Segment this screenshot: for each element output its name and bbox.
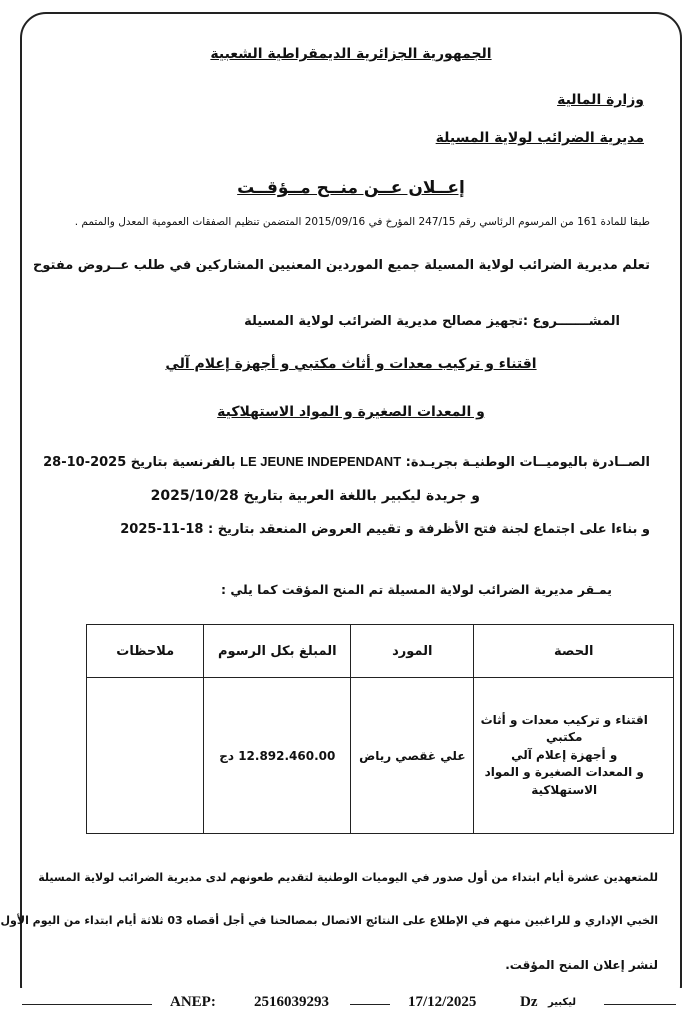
ministry-header: وزارة المالية <box>557 92 644 108</box>
publication-suffix: بالفرنسية بتاريخ 2025-10-28 <box>43 455 236 470</box>
table-header-row <box>87 625 674 678</box>
header-notes: ملاحظات <box>87 625 204 678</box>
republic-header: الجمهورية الجزائرية الديمقراطية الشعبية <box>210 46 492 62</box>
publication-prefix: الصــادرة باليوميــات الوطنيـة بجريـدة: <box>405 455 650 470</box>
announcement-title: إعــلان عــن منــح مــؤقــت <box>237 178 465 198</box>
publication-line-3: و بناءا على اجتماع لجنة فتح الأظرفة و تقييم العروض المنعقد بتاريخ : 18-11-2025 <box>120 522 650 537</box>
footer-divider <box>22 1004 152 1005</box>
inform-text: تعلم مديرية الضرائب لولاية المسيلة جميع الموردين المعنيين المشاركين في طلب عــروض مفتوح <box>33 258 650 273</box>
footer-divider <box>350 1004 390 1005</box>
cell-lot <box>474 678 674 834</box>
publication-line-1 <box>43 454 650 470</box>
cell-supplier: علي غقصي رياض <box>351 678 474 834</box>
legal-basis-text: طبقا للمادة 161 من المرسوم الرئاسي رقم 247/15 المؤرخ في 2015/09/16 المتضمن تنظيم الصفقات العمومية المعدل والمتمم . <box>74 216 650 228</box>
table-row <box>87 678 674 834</box>
award-intro: يمـقر مديرية الضرائب لولاية المسيلة تم المنح المؤقت كما يلي : <box>221 582 612 597</box>
object-line-2: و المعدات الصغيرة و المواد الاستهلاكية <box>217 404 485 420</box>
cell-notes <box>87 678 204 834</box>
cell-amount: 12.892.460.00 دج <box>204 678 351 834</box>
closing-line-2: الخبي الإداري و للراغبين منهم في الإطلاع على النتائج الاتصال بمصالحنا في أجل أقصاه 03 ثلاثة أيام ابتداء من اليوم الأول <box>0 914 658 927</box>
award-table <box>86 624 674 834</box>
lot-line: و أجهزة إعلام آلي <box>511 747 618 762</box>
closing-line-1: للمتعهدين عشرة أيام ابتداء من أول صدور في اليوميات الوطنية لتقديم طعونهم لدى مديرية الضرائب لولاية المسيلة <box>38 871 658 884</box>
header-amount: المبلغ بكل الرسوم <box>204 625 351 678</box>
announcement-page <box>0 12 682 1012</box>
lot-line: الاستهلاكية <box>531 782 598 797</box>
closing-line-3: لنشر إعلان المنح المؤقت. <box>505 958 658 972</box>
header-lot: الحصة <box>474 625 674 678</box>
footer-bar <box>0 988 696 1022</box>
header-supplier: المورد <box>351 625 474 678</box>
newspaper-name: LE JEUNE INDEPENDANT <box>240 454 402 469</box>
footer-dz: Dz <box>520 994 538 1010</box>
project-text: المشـــــــروع :تجهيز مصالح مديرية الضرائب لولاية المسيلة <box>244 314 620 329</box>
directorate-header: مديرية الضرائب لولاية المسيلة <box>435 130 644 146</box>
lot-line: اقتناء و تركيب معدات و أثاث مكتبي <box>480 713 648 745</box>
anep-label: ANEP: <box>170 994 216 1010</box>
footer-date: 17/12/2025 <box>408 994 477 1010</box>
publication-line-2: و جريدة ليكبير باللغة العربية بتاريخ 2025/10/28 <box>150 488 480 504</box>
footer-newspaper: ليكبير <box>548 997 577 1008</box>
lot-line: و المعدات الصغيرة و المواد <box>484 765 644 780</box>
object-line-1: اقتناء و تركيب معدات و أثاث مكتبي و أجهزة إعلام آلي <box>165 356 537 372</box>
anep-number: 2516039293 <box>254 994 329 1010</box>
footer-divider <box>604 1004 676 1005</box>
